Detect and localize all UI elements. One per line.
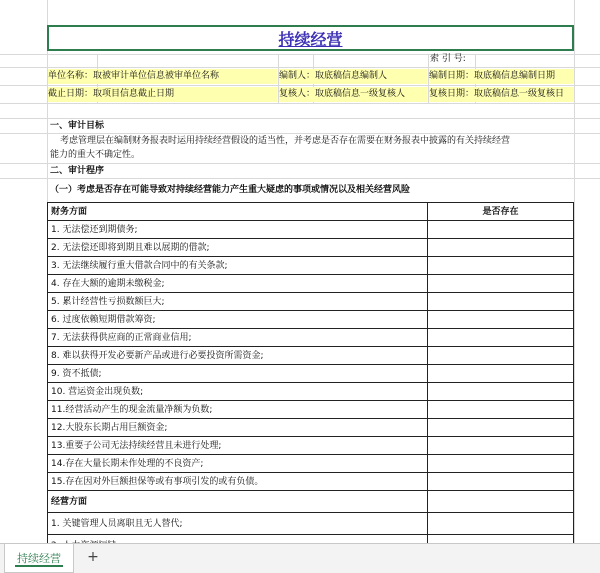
item-cell[interactable]: 9. 资不抵债; [48, 365, 428, 382]
table-row [48, 311, 573, 329]
unit-name-field[interactable]: 单位名称：取被审计单位信息被审单位名称 [48, 69, 277, 84]
exists-cell[interactable] [428, 401, 573, 418]
exists-cell[interactable] [428, 419, 573, 436]
sheet-tab-bar [0, 543, 600, 573]
table-row [48, 239, 573, 257]
item-cell[interactable]: 5. 累计经营性亏损数额巨大; [48, 293, 428, 310]
item-cell[interactable]: 2. 无法偿还即将到期且难以展期的借款; [48, 239, 428, 256]
table-row [48, 347, 573, 365]
sheet-title: 持续经营 [278, 29, 343, 49]
exists-cell[interactable] [428, 383, 573, 400]
exists-cell[interactable] [428, 491, 573, 512]
add-sheet-icon[interactable]: + [87, 549, 99, 565]
exists-cell[interactable] [428, 239, 573, 256]
exists-cell[interactable] [428, 221, 573, 238]
exists-cell[interactable] [428, 455, 573, 472]
item-cell[interactable]: 11.经营活动产生的现金流量净额为负数; [48, 401, 428, 418]
gridline [0, 103, 600, 104]
exists-cell[interactable] [428, 311, 573, 328]
index-number-label: 索 引 号: [430, 54, 466, 64]
table-row [48, 329, 573, 347]
cutoff-date-field[interactable]: 截止日期：取项目信息截止日期 [48, 87, 277, 102]
exists-cell[interactable] [428, 365, 573, 382]
sheet-tab-active[interactable] [4, 544, 74, 573]
table-row [48, 473, 573, 491]
item-cell[interactable]: 14.存在大量长期未作处理的不良资产; [48, 455, 428, 472]
going-concern-table [47, 202, 574, 558]
exists-cell[interactable] [428, 437, 573, 454]
gridline [0, 85, 600, 86]
reviewer-field[interactable]: 复核人：取底稿信息一级复核人 [279, 87, 427, 102]
item-cell[interactable]: 13.重要子公司无法持续经营且未进行处理; [48, 437, 428, 454]
item-cell[interactable]: 12.大股东长期占用巨额资金; [48, 419, 428, 436]
gridline [574, 0, 575, 543]
item-cell[interactable]: 6. 过度依赖短期借款筹资; [48, 311, 428, 328]
exists-cell[interactable] [428, 473, 573, 490]
objective-text-line1: 考虑管理层在编制财务报表时运用持续经营假设的适当性，并考虑是否存在需要在财务报表中披露的有关持续经营 [60, 136, 511, 146]
exists-cell[interactable] [428, 293, 573, 310]
item-cell[interactable]: 8. 难以获得开发必要新产品或进行必要投资所需资金; [48, 347, 428, 364]
table-row [48, 257, 573, 275]
exists-cell[interactable] [428, 329, 573, 346]
sheet-tab-label: 持续经营 [17, 552, 61, 565]
active-tab-indicator [15, 565, 63, 567]
subsection-heading: （一）考虑是否存在可能导致对持续经营能力产生重大疑虑的事项或情况以及相关经营风险 [50, 185, 411, 195]
table-row [48, 365, 573, 383]
table-header-row [48, 203, 573, 221]
exists-cell[interactable] [428, 347, 573, 364]
table-row [48, 383, 573, 401]
item-cell[interactable]: 10. 营运资金出现负数; [48, 383, 428, 400]
table-row [48, 419, 573, 437]
gridline [0, 54, 600, 55]
exists-cell[interactable] [428, 513, 573, 534]
review-date-field[interactable]: 复核日期：取底稿信息一级复核日 [429, 87, 574, 102]
table-row [48, 437, 573, 455]
objective-text-line2: 能力的重大不确定性。 [50, 150, 141, 160]
operations-section-row [48, 491, 573, 513]
table-row [48, 275, 573, 293]
prep-date-field[interactable]: 编制日期：取底稿信息编制日期 [429, 69, 574, 84]
table-row [48, 293, 573, 311]
table-row [48, 401, 573, 419]
section-audit-procedure: 二、审计程序 [50, 166, 105, 176]
table-row [48, 455, 573, 473]
item-cell[interactable]: 3. 无法继续履行重大借款合同中的有关条款; [48, 257, 428, 274]
item-cell[interactable]: 1. 无法偿还到期债务; [48, 221, 428, 238]
section-audit-objective: 一、审计目标 [50, 121, 105, 131]
title-cell[interactable] [47, 25, 574, 51]
item-cell[interactable]: 4. 存在大额的逾期未缴税金; [48, 275, 428, 292]
table-row [48, 221, 573, 239]
item-cell[interactable]: 15.存在因对外巨额担保等或有事项引发的或有负债。 [48, 473, 428, 490]
col-exists-header[interactable]: 是否存在 [482, 207, 519, 217]
item-cell[interactable]: 1. 关键管理人员离职且无人替代; [48, 513, 428, 535]
operations-header[interactable]: 经营方面 [48, 491, 428, 513]
exists-cell[interactable] [428, 275, 573, 292]
gridline [0, 67, 600, 68]
item-cell[interactable]: 7. 无法获得供应商的正常商业信用; [48, 329, 428, 346]
exists-cell[interactable] [428, 257, 573, 274]
preparer-field[interactable]: 编制人：取底稿信息编制人 [279, 69, 427, 84]
table-row [48, 513, 573, 535]
col-financial-header[interactable]: 财务方面 [48, 203, 428, 220]
